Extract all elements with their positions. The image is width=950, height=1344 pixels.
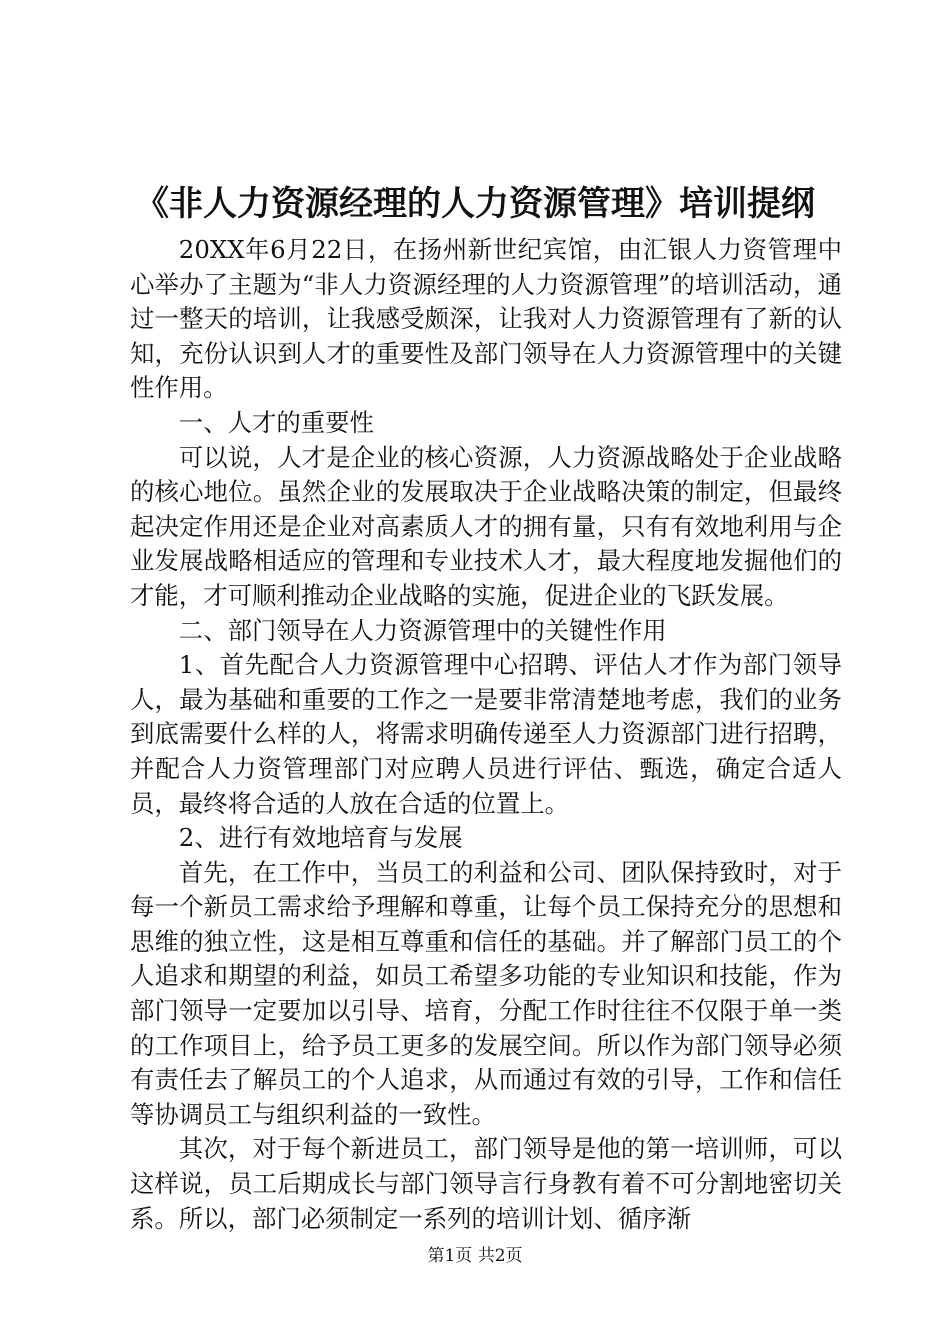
section-heading-talent: 一、人才的重要性 xyxy=(178,407,374,437)
paragraph-recruit: 1、首先配合人力资源管理中心招聘、评估人才作为部门领导人，最为基础和重要的工作之一是要非常清楚地考虑，我们的业务到底需要什么样的人，将需求明确传递至人力资源部门进行招聘，并配合人力资管理部门对应聘人员进行评估、甄选，确定合适人员，最终将合适的人放在合适的位置上。 xyxy=(130,650,842,818)
paragraph-intro: 20XX年6月22日，在扬州新世纪宾馆，由汇银人力资管理中心举办了主题为“非人力资源经理的人力资源管理”的培训活动，通过一整天的培训，让我感受颇深，让我对人力资源管理有了新的认知，充份认识到人才的重要性及部门领导在人力资源管理中的关键性作用。 xyxy=(130,235,842,403)
page-footer: 第1页 共2页 xyxy=(427,1246,523,1266)
paragraph-first: 首先，在工作中，当员工的利益和公司、团队保持致时，对于每一个新员工需求给予理解和尊重，让每个员工保持充分的思想和思维的独立性，这是相互尊重和信任的基础。并了解部门员工的个人追求和期望的利益，如员工希望多功能的专业知识和技能，作为部门领导一定要加以引导、培育，分配工作时往往不仅限于单一类的工作项目上，给予员工更多的发展空间。所以作为部门领导必须有责任去了解员工的个人追求，从而通过有效的引导，工作和信任等协调员工与组织利益的一致性。 xyxy=(130,857,842,1129)
document-body xyxy=(130,233,842,1236)
section-heading-leaders: 二、部门领导在人力资源管理中的关键性作用 xyxy=(178,615,667,645)
paragraph-second: 其次，对于每个新进员工，部门领导是他的第一培训师，可以这样说，员工后期成长与部门领导言行身教有着不可分割地密切关系。所以，部门必须制定一系列的培训计划、循序渐 xyxy=(130,1134,842,1233)
document-title: 《非人力资源经理的人力资源管理》培训提纲 xyxy=(135,184,815,224)
paragraph-talent: 可以说，人才是企业的核心资源，人力资源战略处于企业战略的核心地位。虽然企业的发展取决于企业战略决策的制定，但最终起决定作用还是企业对高素质人才的拥有量，只有有效地利用与企业发展战略相适应的管理和专业技术人才，最大程度地发掘他们的才能，才可顺利推动企业战略的实施，促进企业的飞跃发展。 xyxy=(130,442,842,610)
subheading-training: 2、进行有效地培育与发展 xyxy=(178,823,463,853)
